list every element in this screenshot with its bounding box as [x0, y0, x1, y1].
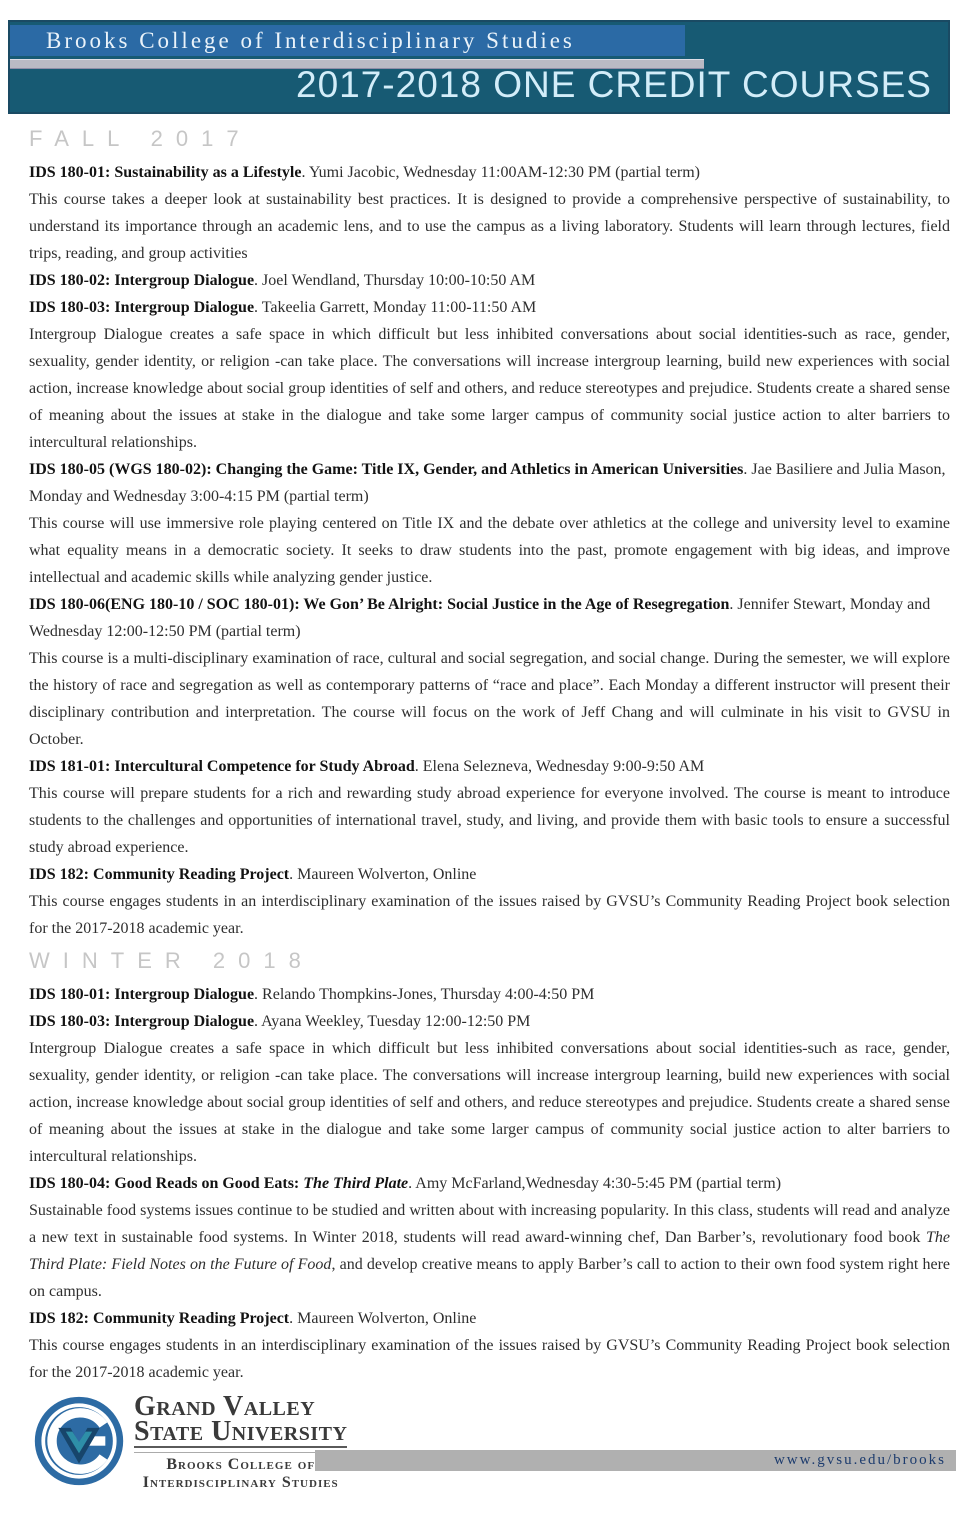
course-heading — [29, 294, 950, 321]
course-heading — [29, 1170, 950, 1197]
course-meta: . Ayana Weekley, Tuesday 12:00-12:50 PM — [254, 1013, 531, 1030]
college-name: Brooks College of Interdisciplinary Studies — [46, 28, 575, 53]
course-listing — [0, 114, 979, 1386]
course-description: This course engages students in an interdisciplinary examination of the issues raised by GVSU’s Community Reading Project book selection for the 2017-2018 academic year. — [29, 893, 950, 937]
description-text: , and develop creative means to apply Barber’s call to action to their own food system right here on campus. — [29, 1256, 951, 1300]
gvsu-logo-icon — [32, 1394, 126, 1488]
masthead-banner — [8, 20, 950, 114]
course-description: This course will prepare students for a rich and rewarding study abroad experience for everyone involved. The course is meant to introduce students to the challenges and opportunities of international travel, study, and living, and provide them with basic tools to ensure a successful study abroad experience. — [29, 785, 950, 856]
course-description: Intergroup Dialogue creates a safe space in which difficult but less inhibited conversations about social identities-such as race, gender, sexuality, gender identity, or religion -can take place. The conversations will increase intergroup learning, build new experiences with social action, increase knowledge about social group identities of self and others, and reduce stereotypes and prejudice. Students create a shared sense of meaning about the issues at stake in the dialogue and take some larger campus of community social justice action to alter barriers to intercultural relationships. — [29, 1040, 950, 1165]
course-title: IDS 182: Community Reading Project — [29, 866, 290, 883]
gvsu-logo-block — [32, 1391, 348, 1492]
course-description: This course engages students in an interdisciplinary examination of the issues raised by GVSU’s Community Reading Project book selection for the 2017-2018 academic year. — [29, 1337, 950, 1381]
footer-url-bar — [315, 1450, 956, 1471]
course-heading — [29, 1305, 950, 1332]
course-description: Intergroup Dialogue creates a safe space in which difficult but less inhibited conversations about social identities-such as race, gender, sexuality, gender identity, or religion -can take place. The conversations will increase intergroup learning, build new experiences with social action, increase knowledge about social group identities of self and others, and reduce stereotypes and prejudice. Students create a shared sense of meaning about the issues at stake in the dialogue and take some larger campus of community social justice action to alter barriers to intercultural relationships. — [29, 326, 950, 451]
course-title-book: The Third Plate — [303, 1175, 409, 1192]
section-heading-winter: WINTER 2018 — [29, 948, 314, 973]
course-title: IDS 180-03: Intergroup Dialogue — [29, 299, 255, 316]
brooks-college-line2: Interdisciplinary Studies — [142, 1474, 339, 1491]
course-title: IDS 180-01: Intergroup Dialogue — [29, 986, 255, 1003]
page-footer — [0, 1391, 979, 1514]
course-title: IDS 180-01: Sustainability as a Lifestyle — [29, 164, 302, 181]
course-description — [29, 1197, 950, 1305]
wordmark-line2: State University — [134, 1416, 348, 1447]
course-meta: . Elena Selezneva, Wednesday 9:00-9:50 AM — [414, 758, 705, 775]
course-description: This course will use immersive role playing centered on Title IX and the debate over athletics at the college and university level to examine what equality means in a democratic society. It seeks to draw students into the past, promote engagement with big ideas, and improve intellectual and academic skills while analyzing gender justice. — [29, 515, 950, 586]
wordmark-line1: Grand Valley — [134, 1391, 316, 1422]
course-title: IDS 182: Community Reading Project — [29, 1310, 290, 1327]
course-meta: . Amy McFarland,Wednesday 4:30-5:45 PM (partial term) — [408, 1175, 782, 1192]
course-meta: . Yumi Jacobic, Wednesday 11:00AM-12:30 PM (partial term) — [301, 164, 700, 181]
course-title: IDS 181-01: Intercultural Competence for Study Abroad — [29, 758, 415, 775]
course-heading — [29, 753, 950, 780]
page-title: 2017-2018 ONE CREDIT COURSES — [296, 64, 932, 105]
gvsu-wordmark — [134, 1391, 348, 1492]
college-name-strip — [10, 25, 685, 56]
course-description: This course is a multi-disciplinary examination of race, cultural and social segregation, and social change. During the semester, we will explore the history of race and segregation as well as contemporary patterns of “race and place”. Each Monday a different instructor will present their disciplinary contribution and interpretation. The course will focus on the work of Jeff Chang and will culminate in his visit to GVSU in October. — [29, 650, 950, 748]
description-text: Sustainable food systems issues continue to be studied and written about with increasing popularity. In this class, students will read and analyze a new text in sustainable food systems. In Winter 2018, students will read award-winning chef, Dan Barber’s, revolutionary food book — [29, 1202, 950, 1246]
course-description: This course takes a deeper look at sustainability best practices. It is designed to provide a comprehensive perspective of sustainability, to understand its importance through an academic lens, and to use the campus as a living laboratory. Students will learn through lectures, field trips, reading, and group activities — [29, 191, 950, 262]
course-heading — [29, 267, 950, 294]
course-title: IDS 180-05 (WGS 180-02): Changing the Game: Title IX, Gender, and Athletics in American Universities — [29, 461, 744, 478]
course-meta: . Takeelia Garrett, Monday 11:00-11:50 AM — [254, 299, 537, 316]
course-title: IDS 180-06(ENG 180-10 / SOC 180-01): We Gon’ Be Alright: Social Justice in the Age of Resegregation — [29, 596, 730, 613]
course-heading — [29, 981, 950, 1008]
brooks-college-line1: Brooks College of — [166, 1456, 316, 1473]
course-title: IDS 180-03: Intergroup Dialogue — [29, 1013, 255, 1030]
course-meta: . Jae Basiliere and Julia Mason, Monday and Wednesday 3:00-4:15 PM (partial term) — [29, 461, 946, 505]
course-meta: . Joel Wendland, Thursday 10:00-10:50 AM — [254, 272, 536, 289]
course-title: IDS 180-04: Good Reads on Good Eats: — [29, 1175, 304, 1192]
section-heading-fall: FALL 2017 — [29, 126, 252, 151]
book-title: The Third Plate: Field Notes on the Future of Food — [29, 1229, 950, 1273]
course-heading — [29, 591, 950, 645]
course-title: IDS 180-02: Intergroup Dialogue — [29, 272, 255, 289]
course-meta: . Jennifer Stewart, Monday and Wednesday 12:00-12:50 PM (partial term) — [29, 596, 931, 640]
course-meta: . Relando Thompkins-Jones, Thursday 4:00-4:50 PM — [254, 986, 595, 1003]
course-heading — [29, 861, 950, 888]
course-meta: . Maureen Wolverton, Online — [289, 1310, 477, 1327]
course-heading — [29, 456, 950, 510]
course-heading — [29, 159, 950, 186]
course-meta: . Maureen Wolverton, Online — [289, 866, 477, 883]
website-link[interactable]: www.gvsu.edu/brooks — [773, 1452, 946, 1468]
course-heading — [29, 1008, 950, 1035]
